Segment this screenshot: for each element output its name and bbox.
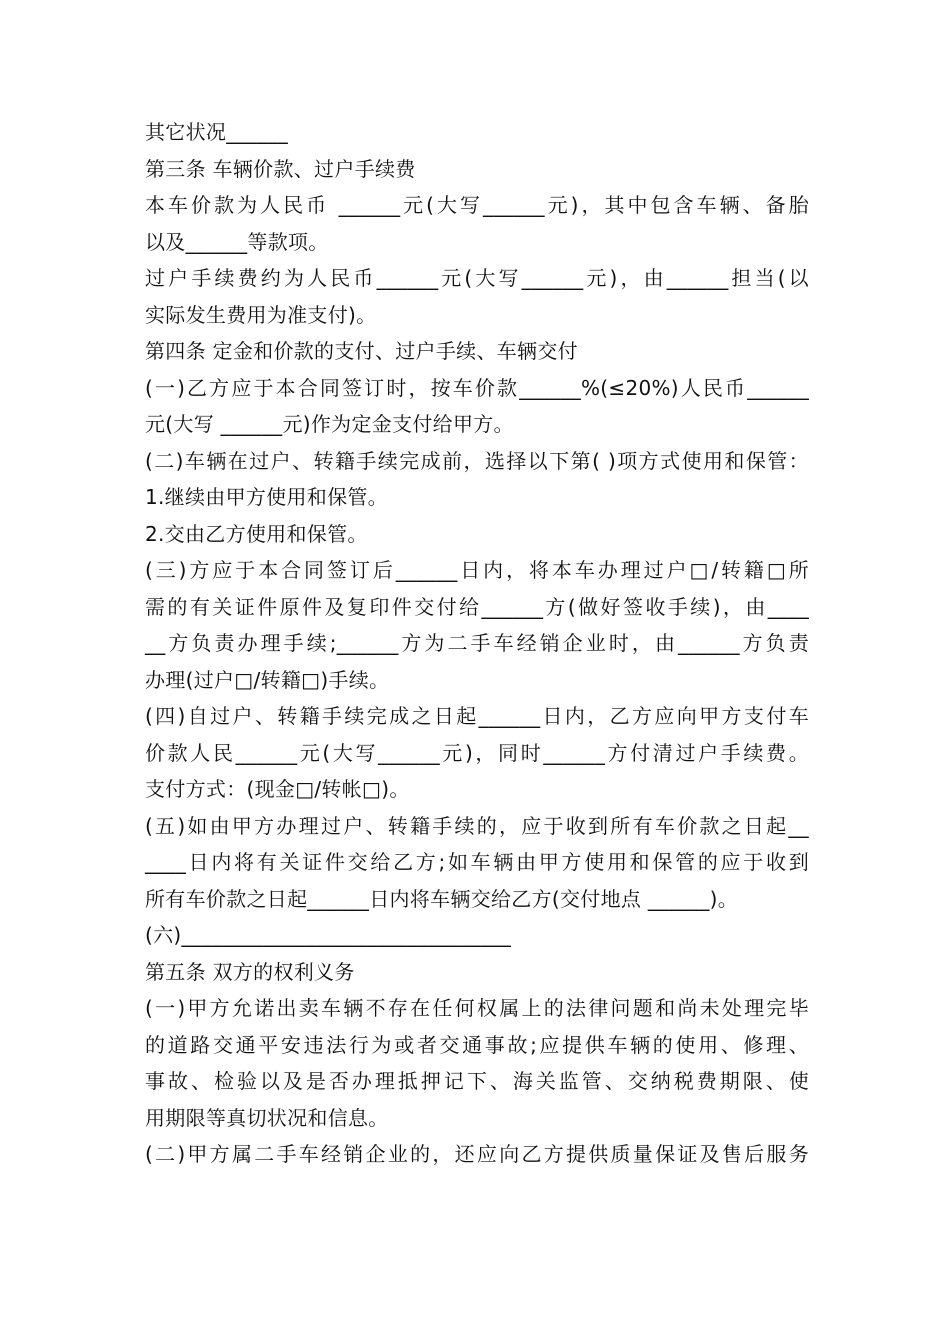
text-line-clause-4-2: (二)车辆在过户、转籍手续完成前，选择以下第( )项方式使用和保管：	[145, 448, 809, 473]
text-line-price: 本车价款为人民币 ______元(大写______元)，其中包含车辆、备胎	[145, 193, 809, 217]
text-line-transfer-fee: 过户手续费约为人民币______元(大写______元)，由______担当(以	[145, 266, 809, 290]
heading-article-5: 第五条 双方的权利义务	[145, 959, 355, 984]
text-line-clause-5-1: (一)甲方允诺出卖车辆不存在任何权属上的法律问题和尚未处理完毕	[145, 996, 809, 1020]
text-line-clause-4-5-cont-2: 所有车价款之日起______日内将车辆交给乙方(交付地点 ______)。	[145, 886, 739, 911]
text-line-option-2: 2.交由乙方使用和保管。	[145, 521, 368, 546]
text-line-clause-5-2: (二)甲方属二手车经销企业的，还应向乙方提供质量保证及售后服务	[145, 1142, 809, 1166]
text-line-other-status: 其它状况______	[145, 120, 288, 144]
text-line-clause-5-1-cont-3: 用期限等真切状况和信息。	[145, 1105, 389, 1130]
text-line-clause-4-3: (三)方应于本合同签订后______日内，将本车办理过户□/转籍□所	[145, 558, 809, 582]
text-line-price-cont: 以及______等款项。	[145, 229, 329, 254]
text-line-clause-5-1-cont-2: 事故、检验以及是否办理抵押记下、海关监管、交纳税费期限、使	[145, 1069, 809, 1093]
text-line-clause-4-3-cont-3: 办理(过户□/转籍□)手续。	[145, 667, 390, 692]
heading-article-3: 第三条 车辆价款、过户手续费	[145, 156, 416, 181]
text-line-clause-4-4-cont: 价款人民______元(大写______元)，同时______方付清过户手续费。	[145, 740, 809, 765]
text-line-clause-4-1-cont: 元(大写 ______元)作为定金支付给甲方。	[145, 412, 514, 436]
text-line-clause-4-6: (六)________________________________	[145, 923, 512, 947]
text-line-clause-4-3-cont-2: __方负责办理手续;______方为二手车经销企业时，由______方负责	[145, 631, 809, 655]
text-line-clause-5-1-cont-1: 的道路交通平安违法行为或者交通事故;应提供车辆的使用、修理、	[145, 1032, 809, 1057]
text-line-clause-4-5: (五)如由甲方办理过户、转籍手续的，应于收到所有车价款之日起__	[145, 813, 809, 838]
text-line-clause-4-3-cont-1: 需的有关证件原件及复印件交付给______方(做好签收手续)，由____	[145, 594, 809, 619]
text-line-transfer-fee-cont: 实际发生费用为准支付)。	[145, 302, 377, 327]
text-line-clause-4-5-cont-1: ____日内将有关证件交给乙方;如车辆由甲方使用和保管的应于收到	[145, 850, 809, 874]
text-line-clause-4-4: (四)自过户、转籍手续完成之日起______日内，乙方应向甲方支付车	[145, 704, 809, 728]
contract-document-body	[145, 114, 809, 1173]
text-line-clause-4-1: (一)乙方应于本合同签订时，按车价款______%(≤20%)人民币______	[145, 375, 809, 400]
text-line-option-1: 1.继续由甲方使用和保管。	[145, 485, 388, 509]
text-line-payment-method: 支付方式：(现金□/转帐□)。	[145, 777, 410, 801]
heading-article-4: 第四条 定金和价款的支付、过户手续、车辆交付	[145, 339, 578, 363]
